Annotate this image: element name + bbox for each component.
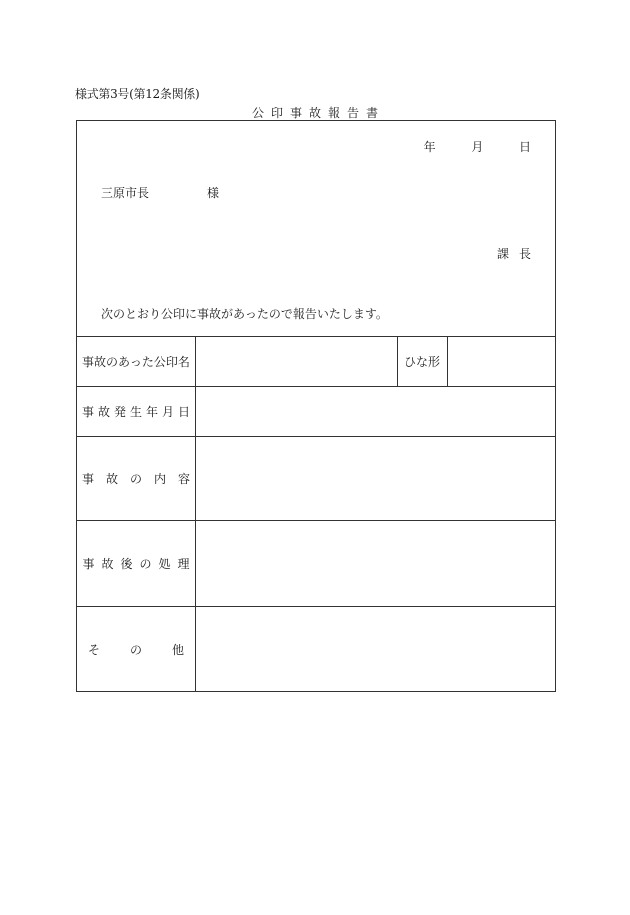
addressee-name: 三原市長 bbox=[101, 186, 150, 200]
post-incident-handling-field[interactable] bbox=[196, 521, 555, 606]
incident-content-label: 事故の内容 bbox=[82, 472, 203, 486]
sample-field[interactable] bbox=[448, 337, 555, 386]
addressee bbox=[101, 184, 220, 201]
honorific: 様 bbox=[207, 186, 220, 200]
document-title: 公印事故報告書 bbox=[251, 106, 385, 120]
report-form bbox=[76, 120, 556, 692]
form-number: 様式第3号(第12条関係) bbox=[75, 87, 200, 101]
statement-text: 次のとおり公印に事故があったので報告いたします。 bbox=[101, 307, 388, 321]
date-month-label: 月 bbox=[471, 140, 484, 154]
seal-name-field[interactable] bbox=[196, 337, 397, 386]
sample-label: ひな形 bbox=[403, 355, 440, 369]
other-field[interactable] bbox=[196, 607, 555, 692]
incident-content-field[interactable] bbox=[196, 437, 555, 520]
date-year-label: 年 bbox=[423, 140, 436, 154]
sender-section: 課長 bbox=[496, 247, 541, 261]
incident-date-label: 事故発生年月日 bbox=[81, 405, 194, 419]
seal-name-label: 事故のあった公印名 bbox=[82, 355, 190, 369]
post-incident-handling-label: 事故後の処理 bbox=[82, 557, 197, 571]
incident-date-field[interactable] bbox=[196, 387, 555, 436]
date-day-label: 日 bbox=[518, 140, 531, 154]
other-label: その他 bbox=[88, 643, 215, 657]
date-line bbox=[420, 138, 531, 155]
